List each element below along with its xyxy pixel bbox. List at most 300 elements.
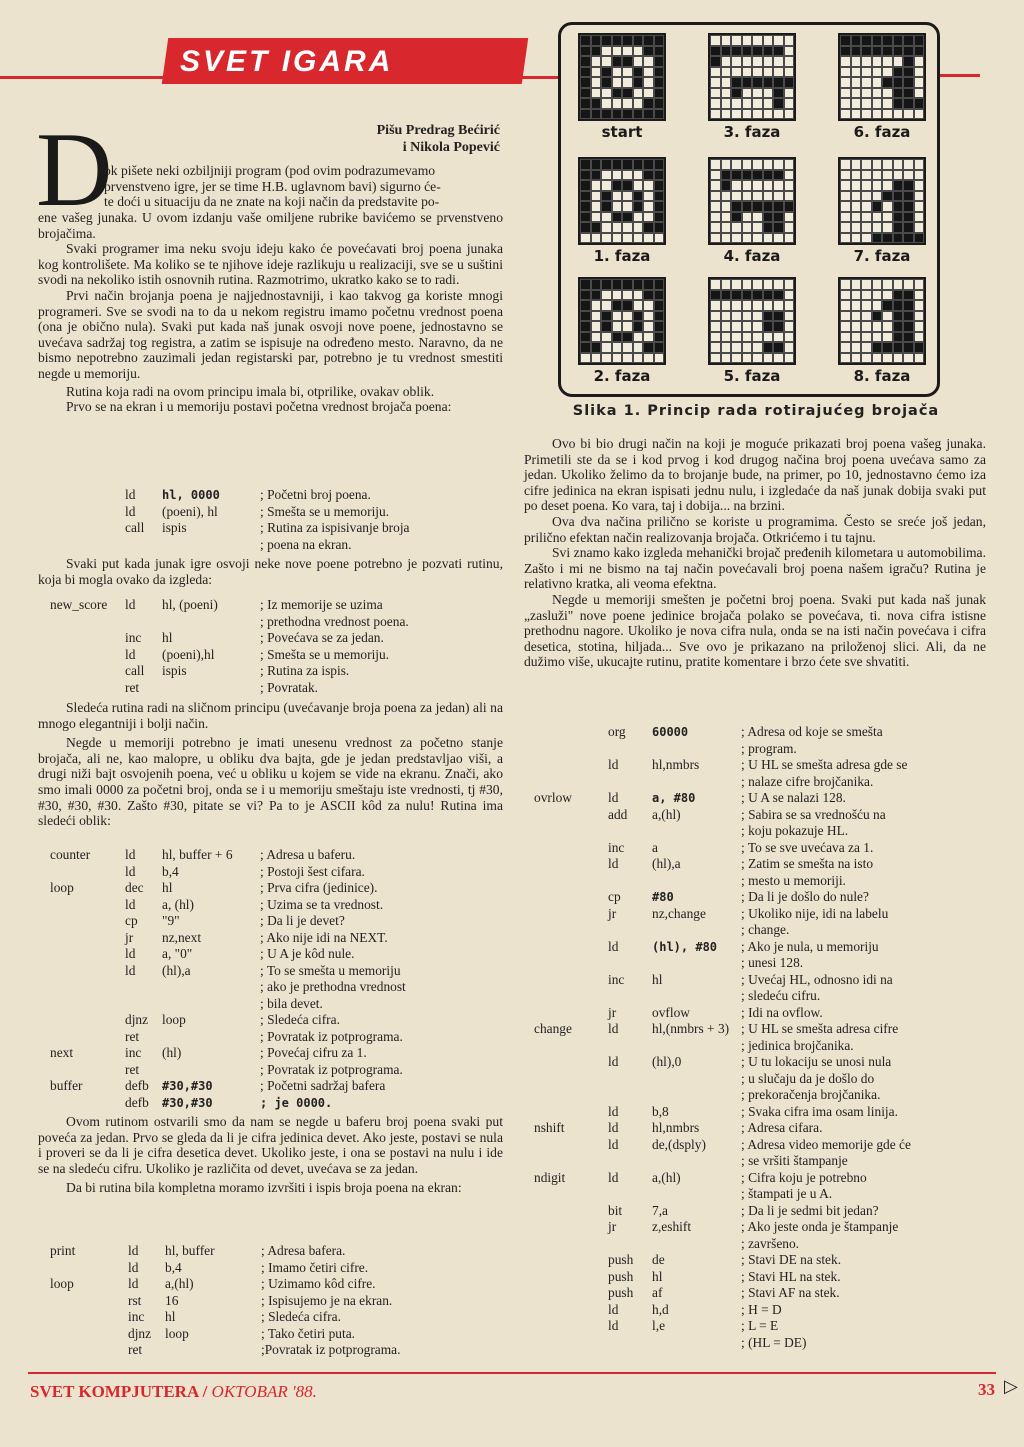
code-label [534,972,608,989]
code-comment: ; mesto u memoriji. [741,872,846,888]
code-mnemonic [608,1071,652,1088]
pixel-grid [578,277,666,365]
code-line [534,1153,911,1170]
code-comment: ; ako je prethodna vrednost [260,979,406,994]
code-operand: hl,(nmbrs + 3) [652,1021,730,1036]
paragraph: Rutina koja radi na ovom principu imala bi, otprilike, ovakav oblik. [66,383,435,399]
code-operand [652,741,741,758]
code-operand [652,1335,741,1352]
code-label [50,537,125,554]
code-label [534,889,608,906]
code-label [50,1260,128,1277]
code-label [534,1269,608,1286]
code-label: loop [50,1276,74,1291]
code-label [534,1054,608,1071]
intro-line: prvenstveno igre, jer se time H.B. uglavnom bavi) sigurno će- [104,178,441,194]
code-comment: ; Postoji šest cifara. [260,863,365,879]
code-operand: (hl),0 [652,1054,682,1069]
code-comment: ; (HL = DE) [741,1334,807,1350]
paragraph: Svi znamo kako izgleda mehanički brojač pređenih kilometara u automobilima. Zašto i mi ne bismo na taj način povećavali broj poena našem igraču? Rutina je relativno kratka, ali veoma efektna. [524,545,986,592]
phase-label: 5. faza [723,367,781,385]
code-line [534,840,911,857]
code-label: next [50,1045,74,1060]
code-block-new-score [50,597,409,696]
code-operand: (hl),a [162,962,191,978]
pixel-grid [838,33,926,121]
code-line [50,1276,400,1293]
code-label [50,864,125,881]
code-operand: z,eshift [652,1219,692,1234]
paragraph: Negde u memoriji potrebno je imati unesenu vrednost za početno stanje brojača, ali ne, kao malopre, u obliku dva bajta, gde je jedan predstavljao viši, a drugi niži bajt osvojenih poena, već u obliku u kojem se vide na ekranu. Znači, ako smo imali 0000 za početni broj, onda se i u memoriju smeštaju iste vrednosti, tj #30, #30, #30, #30. Zašto #30, pitate se vi? Pa to je ASCII kôd za nulu! Rutina ima sledeći oblik: [38,735,503,829]
code-mnemonic [608,1335,652,1352]
code-line [534,1005,911,1022]
code-operand: hl [162,880,173,895]
code-comment: ; U tu lokaciju se unosi nula [741,1054,892,1069]
code-operand: hl, 0000 [162,488,220,502]
code-label [534,955,608,972]
code-line [534,1335,911,1352]
code-operand [162,680,260,697]
code-line [50,880,406,897]
code-comment: ; Povratak iz potprograma. [260,1028,403,1044]
code-mnemonic: ld [608,1103,619,1119]
code-label [534,1252,608,1269]
code-operand: l,e [652,1318,666,1333]
paragraph: Negde u memoriji smešten je početni broj poena. Svaki put kada naš junak „zasluži" nove poene jedinice brojača polako se povećava, ti. nova cifra istisne prethodnu nagore. Ukoliko je nova cifra nula, onda se na isti način povećava i cifra desetica, stotina, hiljada... Sve ovo je prikazano na priloženoj slici. Ali, da ne dužimo više, ukucajte rutinu, pratite komentare i brzo ćete sve shvatiti. [524,591,986,670]
code-operand: a, #80 [652,791,696,805]
paragraph: Svaki programer ima neku svoju ideju kako će povećavati broj poena junaka kog kontrolišete. Ma koliko se te njihove ideje razlikuju u realizaciji, sve se u suštini svodi na nekoliko istih osnovnih rutina. Razmotrimo, ukratko kako se to radi. [38,241,503,288]
code-mnemonic: ld [128,1243,139,1258]
footer-separator: / [198,1382,212,1401]
code-line [50,597,409,614]
paragraph: ene vašeg junaka. U ovom izdanju vaše omiljene rubrike bavićemo se prvenstveno brojačima. [38,210,503,241]
code-mnemonic: rst [128,1292,142,1308]
code-line [50,487,410,504]
code-operand: (poeni), hl [162,503,218,519]
code-line [50,647,409,664]
code-operand [652,1038,741,1055]
code-operand: 60000 [652,725,689,739]
code-line [534,1318,911,1335]
code-mnemonic: cp [608,889,621,904]
code-line [534,1170,911,1187]
code-mnemonic: ld [608,1021,619,1036]
code-operand: loop [162,1012,186,1027]
code-label [50,996,125,1013]
header-rule-right [940,74,980,77]
code-line [50,1078,406,1095]
code-label [534,1186,608,1203]
code-mnemonic: ld [608,757,619,772]
code-comment: ; Smešta se u memoriju. [260,503,390,519]
code-operand: b,4 [162,863,179,879]
code-mnemonic: djnz [128,1325,152,1341]
code-operand [162,1062,260,1079]
code-comment: ; Adresa od koje se smešta [741,724,883,739]
code-operand: (poeni),hl [162,646,215,662]
code-operand: hl [162,630,173,645]
code-operand [652,1153,741,1170]
code-operand: (hl),a [652,856,681,871]
code-line [534,955,911,972]
code-mnemonic: add [608,806,628,822]
code-operand: hl, (poeni) [162,597,218,612]
paragraph: Svaki put kada junak igre osvoji neke nove poene potrebno je pozvati rutinu, koja bi mogla ovako da izgleda: [38,556,503,587]
code-mnemonic: cp [125,913,138,928]
code-operand: nz,change [652,905,706,921]
code-comment: ; koju pokazuje HL. [741,823,849,838]
code-comment: ; Imamo četiri cifre. [261,1259,369,1275]
byline [300,122,500,156]
pixel-grid [708,157,796,245]
code-label [50,487,125,504]
code-comment: ; se vršiti štampanje [741,1153,848,1168]
code-label: nshift [534,1120,565,1135]
code-label [534,1153,608,1170]
code-label [534,1038,608,1055]
left-column-text-3 [38,700,503,829]
digit-phase-cell [567,157,677,265]
code-comment: ; Stavi AF na stek. [741,1285,840,1300]
code-comment: ; Ukoliko nije, idi na labelu [741,905,889,921]
phase-label: 8. faza [853,367,911,385]
code-label [534,1137,608,1154]
code-mnemonic: ld [608,790,619,805]
code-mnemonic: ld [608,938,619,954]
code-comment: ; Uvećaj HL, odnosno idi na [741,971,893,987]
code-operand [652,774,741,791]
code-operand: a,(hl) [652,806,681,822]
code-operand: nz,next [162,929,202,945]
code-comment: ; Povećaj cifru za 1. [260,1045,367,1060]
code-comment: ; To se smešta u memoriju [260,962,401,978]
code-line [50,996,406,1013]
code-operand: hl [652,1268,663,1284]
code-line [534,741,911,758]
code-comment: ; H = D [741,1301,782,1317]
code-comment: ; Povratak. [260,679,319,695]
code-comment: ; Prva cifra (jedinice). [260,880,378,895]
code-line [50,1095,406,1112]
code-label [50,913,125,930]
paragraph: Ova dva načina prilično se koriste u programima. Često se sreće još jedan, prilično efektan način realizovanja brojača. Otkrićemo i tu tajnu. [524,513,986,545]
digit-phase-cell [827,157,937,265]
code-mnemonic: ld [125,487,136,502]
pixel-grid [708,277,796,365]
code-comment: ; program. [741,740,797,756]
code-line [534,823,911,840]
code-line [50,963,406,980]
code-comment: ; U A se nalazi 128. [741,790,846,805]
paragraph: Ovom rutinom ostvarili smo da nam se negde u baferu broj poena svaki put poveća za jedan. Prvo se gleda da li je cifra jedinica devet. Ako jeste, postavi se nula i proveri se da li je cifra desetica devet. Ukoliko jeste, i ona se postavi na nulu i ide se na sledeću cifru. Ukoliko je različita od devet, uvećava se za jedan. [38,1114,503,1176]
code-operand: h,d [652,1301,669,1317]
code-comment: ; Svaka cifra ima osam linija. [741,1103,898,1119]
code-comment: ;Povratak iz potprograma. [261,1342,401,1357]
code-operand [162,537,260,554]
code-comment: ; štampati je u A. [741,1186,833,1201]
code-line [534,1302,911,1319]
code-line [50,1293,400,1310]
pixel-grid [708,33,796,121]
code-comment: ; U HL se smešta adresa cifre [741,1021,899,1036]
digit-phase-cell [827,33,937,141]
code-comment: ; Da li je sedmi bit jedan? [741,1202,879,1218]
code-line [50,1062,406,1079]
code-label [50,1095,125,1112]
code-comment: ; Sledeća cifra. [261,1309,341,1324]
code-line [50,946,406,963]
code-label: counter [50,847,91,862]
code-line [50,1045,406,1062]
code-line [534,1219,911,1236]
code-line [534,790,911,807]
code-operand [652,1087,741,1104]
code-mnemonic [608,1236,652,1253]
code-line [50,520,410,537]
code-block-print [50,1243,400,1359]
code-label [50,630,125,647]
code-line [534,1054,911,1071]
code-comment: ; Povratak iz potprograma. [260,1061,403,1077]
intro-line: ok pišete neki ozbiljniji program (pod ovim podrazumevamo [104,163,436,178]
code-label [534,724,608,741]
code-operand [162,614,260,631]
code-label [534,1236,608,1253]
code-mnemonic [608,741,652,758]
code-comment: ; unesi 128. [741,955,804,970]
code-line [534,1285,911,1302]
digit-phase-cell [567,277,677,385]
code-comment: ; Uzima se ta vrednost. [260,896,384,912]
code-mnemonic: ld [608,1318,619,1333]
drop-cap: D [36,111,113,228]
code-mnemonic: push [608,1252,634,1267]
code-line [534,1038,911,1055]
code-operand: de,(dsply) [652,1136,706,1152]
code-comment: ; jedinica brojčanika. [741,1037,854,1053]
code-label [534,741,608,758]
code-comment: ; Zatim se smešta na isto [741,856,874,871]
figure-caption: Slika 1. Princip rada rotirajućeg brojača [572,403,940,419]
code-mnemonic [608,1038,652,1055]
code-mnemonic [125,996,162,1013]
code-mnemonic: call [125,520,145,535]
code-mnemonic: ld [125,503,136,519]
code-label: loop [50,880,74,895]
code-line [50,1029,406,1046]
code-label [534,922,608,939]
code-label [50,979,125,996]
code-mnemonic [125,614,162,631]
code-operand: #30,#30 [162,1079,213,1093]
code-operand [652,873,741,890]
code-comment: ; Ako je nula, u memoriju [741,938,879,954]
code-label [50,897,125,914]
code-line [534,1252,911,1269]
footer-magazine: SVET KOMPJUTERA [30,1382,199,1401]
code-operand: #30,#30 [162,1095,213,1110]
code-line [534,1236,911,1253]
code-mnemonic: call [125,663,145,678]
code-mnemonic: ld [125,946,136,961]
code-operand: loop [165,1325,189,1341]
code-mnemonic: ld [125,597,136,612]
code-operand: a,(hl) [165,1276,194,1291]
left-column-text-1 [38,210,503,415]
code-mnemonic: inc [125,630,142,645]
code-operand: b,4 [165,1259,182,1275]
code-mnemonic: ret [128,1342,143,1357]
code-mnemonic [608,1186,652,1203]
code-operand: a [652,839,658,855]
pixel-grid [838,277,926,365]
code-label: print [50,1243,76,1258]
code-operand [652,1236,741,1253]
code-label [50,1309,128,1326]
code-comment: ; Ako jeste onda je štampanje [741,1219,899,1234]
code-label: buffer [50,1078,83,1093]
code-mnemonic [608,1087,652,1104]
code-operand: a, (hl) [162,896,194,912]
code-comment: ; Sabira se sa vrednošću na [741,806,886,822]
code-operand: hl,nmbrs [652,757,700,772]
code-operand: b,8 [652,1103,669,1119]
code-line [534,922,911,939]
code-mnemonic: ld [608,1169,619,1185]
code-mnemonic: inc [128,1309,145,1324]
code-label: ovrlow [534,790,572,805]
code-mnemonic [608,823,652,840]
code-comment: ; je 0000. [260,1095,333,1110]
code-mnemonic: ld [125,896,136,912]
code-comment: ; Ako nije idi na NEXT. [260,929,388,945]
code-label [50,520,125,537]
code-label [50,680,125,697]
code-operand [652,1071,741,1088]
code-mnemonic: djnz [125,1012,149,1027]
code-line [534,757,911,774]
code-comment: ; Cifra koju je potrebno [741,1169,867,1185]
right-column-text [524,436,986,670]
code-mnemonic [125,979,162,996]
code-label [50,1342,128,1359]
code-label [50,1029,125,1046]
code-operand: ovflow [652,1004,690,1020]
code-mnemonic: inc [125,1045,142,1060]
code-operand: hl [652,971,663,987]
code-label: change [534,1021,572,1036]
code-label [534,1318,608,1335]
code-line [534,774,911,791]
code-line [50,847,406,864]
phase-label: 2. faza [593,367,651,385]
code-label [534,1087,608,1104]
phase-label: 6. faza [853,123,911,141]
code-mnemonic: dec [125,880,144,895]
code-label [50,930,125,947]
code-comment: ; u slučaju da je došlo do [741,1070,875,1086]
code-label: ndigit [534,1169,566,1185]
code-mnemonic: ld [608,1136,619,1152]
code-line [534,972,911,989]
code-label [50,614,125,631]
code-mnemonic [608,873,652,890]
code-label [50,1012,125,1029]
code-label [534,840,608,857]
code-label [534,1335,608,1352]
code-line [50,864,406,881]
code-line [534,1087,911,1104]
digit-phase-cell [697,277,807,385]
code-mnemonic: push [608,1285,634,1300]
code-line [534,988,911,1005]
code-mnemonic: ret [125,1028,140,1044]
code-mnemonic: push [608,1268,634,1284]
code-label [50,1293,128,1310]
code-mnemonic [608,1153,652,1170]
code-label [534,807,608,824]
footer-date: OKTOBAR '88. [211,1382,317,1401]
code-label [534,988,608,1005]
code-comment: ; To se sve uvećava za 1. [741,839,874,855]
code-label [534,873,608,890]
code-comment: ; Rutina za ispisivanje broja [260,520,410,535]
code-mnemonic [608,774,652,791]
code-label [50,647,125,664]
code-label [50,1062,125,1079]
code-line [50,1309,400,1326]
code-line [534,1021,911,1038]
code-mnemonic: jr [608,1004,617,1020]
code-line [534,1186,911,1203]
author-line-1: Pišu Predrag Bećirić [376,123,500,138]
code-block-counter [50,847,406,1111]
code-label [50,663,125,680]
code-label [534,1104,608,1121]
code-mnemonic: ld [125,962,136,978]
code-mnemonic [608,988,652,1005]
code-label: new_score [50,597,108,612]
code-mnemonic: jr [608,905,617,921]
code-comment: ; Iz memorije se uzima [260,597,383,612]
code-label [534,774,608,791]
phase-label: 3. faza [723,123,781,141]
code-comment: ; Adresa video memorije gde će [741,1136,911,1152]
code-line [534,906,911,923]
code-block-init [50,487,410,553]
code-comment: ; Ispisujemo je na ekran. [261,1292,393,1308]
code-comment: ; U A je kôd nule. [260,946,355,961]
code-line [50,680,409,697]
code-mnemonic: defb [125,1094,149,1110]
code-line [534,1071,911,1088]
code-operand: af [652,1285,663,1300]
left-column-text-2 [38,556,503,587]
phase-label: start [601,123,643,141]
code-operand: ispis [162,663,187,678]
paragraph: Ovo bi bio drugi način na koji je moguće prikazati broj poena vašeg junaka. Primetili ste da se i kod prvog i kod drugog načina broj poena uvećava samo za jedan. Ukoliko želimo da to brojanje bude, na primer, po 10, jednostavno ćemo iza cifre jedinica na ekran ispisati jednu nulu, i izgledaće da naš junak dobija svaki put po deset poena. Ko vara, taj i dobija... na brzini. [524,436,986,514]
code-comment: ; bila devet. [260,995,323,1011]
digit-phase-cell [567,33,677,141]
code-line [534,873,911,890]
code-label [534,1203,608,1220]
code-line [50,1260,400,1277]
code-mnemonic: inc [608,971,625,987]
code-line [534,724,911,741]
code-comment: ; Idi na ovflow. [741,1004,823,1020]
code-operand: hl [165,1309,176,1324]
code-line [534,807,911,824]
